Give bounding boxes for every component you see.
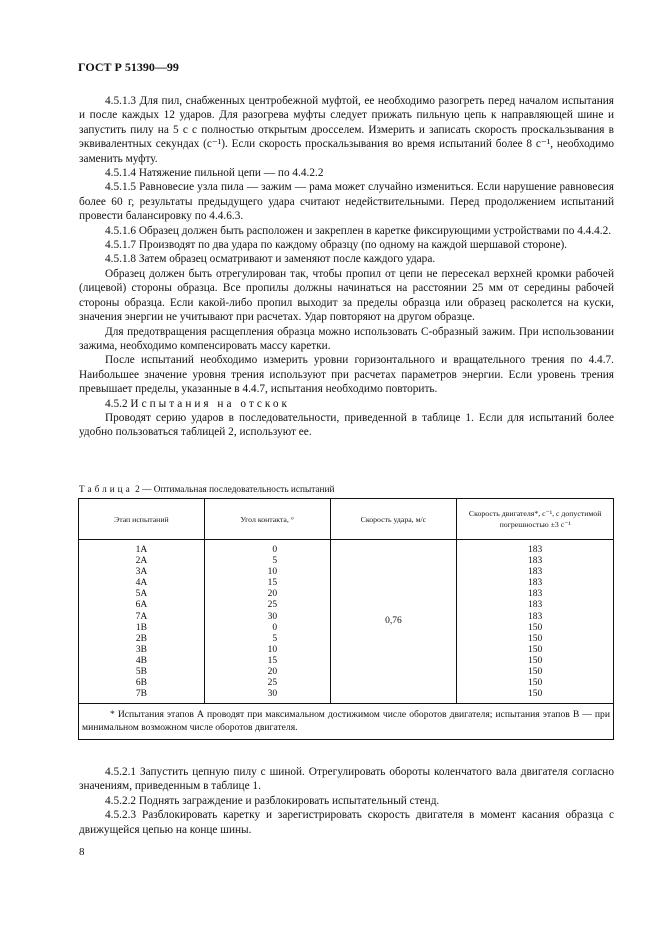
- paragraph-4-5-1-3: 4.5.1.3 Для пил, снабженных центробежной муфтой, ее необходимо разогреть перед началом испытания и после каждых 12 ударов. Для разогрева муфты следует прижать пильную цепь к направляющей шине и запустить пилу на 5 с с полностью открытым дросселем. Измерить и записать скорость проскальзывания в эквивалентных секундах (с⁻¹). Если скорость проскальзывания во время испытаний более 8 с⁻¹, необходимо заменить муфту.: [79, 95, 614, 165]
- angle-cell: 25: [267, 600, 278, 611]
- table-caption-number: 2: [135, 485, 140, 495]
- engine-speed-column: [457, 540, 614, 704]
- paragraph-c-clamp: Для предотвращения расщепления образца можно использовать С-образный зажим. При использовании зажима, необходимо компенсировать массу каретки.: [79, 325, 614, 352]
- angle-cell: 10: [267, 644, 278, 655]
- document-header: ГОСТ Р 51390—99: [78, 60, 179, 74]
- table-data-row: [79, 540, 614, 704]
- engine-speed-cell: 150: [528, 667, 543, 678]
- header-stage: Этап испытаний: [79, 499, 205, 540]
- stage-cell: 3В: [135, 644, 147, 655]
- stage-cell: 5В: [135, 667, 147, 678]
- paragraph-4-5-1-8: 4.5.1.8 Затем образец осматривают и заменяют после каждого удара.: [105, 253, 436, 266]
- table-footnote-cell: [79, 704, 614, 740]
- engine-speed-cell: 150: [528, 633, 543, 644]
- stage-cell: 5А: [135, 589, 148, 600]
- engine-speed-cell: 150: [528, 644, 543, 655]
- angle-cell: 30: [267, 689, 278, 700]
- engine-speed-cell: 150: [528, 655, 543, 666]
- body-text-bottom: [79, 765, 614, 837]
- angle-cell: 15: [267, 655, 278, 666]
- angle-cell: 30: [267, 611, 278, 622]
- header-impact-speed: Скорость удара, м/с: [330, 499, 457, 540]
- stage-cell: 7В: [135, 689, 147, 700]
- engine-speed-cell: 183: [528, 545, 543, 555]
- paragraph-4-5-2-3: 4.5.2.3 Разблокировать каретку и зарегистрировать скорость двигателя в момент касания образца с движущейся цепью на конце шины.: [79, 809, 614, 836]
- stage-column: [79, 540, 205, 704]
- stage-cell: 2В: [135, 633, 147, 644]
- stage-cell: 7А: [135, 611, 148, 622]
- engine-speed-cell: 150: [528, 622, 543, 633]
- engine-speed-cell: 150: [528, 689, 543, 700]
- angle-cell: 15: [267, 578, 278, 589]
- paragraph-4-5-1-5: 4.5.1.5 Равновесие узла пила — зажим — рама может случайно измениться. Если нарушение равновесия более 60 г, результаты предыдущего удара считают недействительными. Перед продолжением испытаний провести балансировку по 4.4.6.3.: [79, 181, 614, 223]
- paragraph-sample-adjustment: Образец должен быть отрегулирован так, чтобы пропил от цепи не пересекал верхней кромки рабочей (лицевой) стороны образца. Все пропилы должны начинаться на расстоянии 25 мм от середины рабочей стороны образца. Если какой-либо пропил выходит за пределы образца или образец расколется на куски, значения энергии не учитывают при расчетах. Удар повторяют на другом образце.: [79, 267, 614, 324]
- engine-speed-cell: 183: [528, 567, 543, 578]
- stage-cell: 6В: [135, 678, 147, 689]
- engine-speed-cell: 183: [528, 600, 543, 611]
- engine-speed-cell: 183: [528, 611, 543, 622]
- header-engine-speed: Скорость двигателя*, с⁻¹, с допустимой погрешностью ±3 с⁻¹: [457, 499, 614, 540]
- header-contact-angle: Угол контакта, °: [204, 499, 330, 540]
- impact-speed-cell: 0,76: [330, 540, 457, 704]
- paragraph-4-5-1-4: 4.5.1.4 Натяжение пильной цепи — по 4.4.2.2: [105, 167, 324, 180]
- angle-cell: 0: [272, 545, 278, 555]
- angle-cell: 20: [267, 589, 278, 600]
- section-title: Испытания на отскок: [130, 397, 290, 410]
- stage-cell: 4В: [135, 655, 147, 666]
- angle-cell: 0: [272, 622, 278, 633]
- angle-column: [204, 540, 330, 704]
- section-heading: [79, 397, 614, 411]
- stage-cell: 1А: [135, 545, 148, 555]
- stage-cell: 6А: [135, 600, 148, 611]
- stage-cell: 4А: [135, 578, 148, 589]
- body-text-top: [79, 94, 614, 440]
- table-caption-text: — Оптимальная последовательность испытаний: [139, 485, 335, 495]
- section-number: 4.5.2: [105, 397, 128, 410]
- angle-cell: 5: [272, 633, 278, 644]
- paragraph-friction-check: После испытаний необходимо измерить уровни горизонтального и вращательного трения по 4.4.7. Наибольшее значение уровня трения используют при расчетах параметров энергии. Если уровень трения превышает пределы, указанные в 4.4.7, испытания необходимо повторить.: [79, 354, 614, 396]
- angle-cell: 25: [267, 678, 278, 689]
- engine-speed-cell: 183: [528, 589, 543, 600]
- angle-cell: 10: [267, 567, 278, 578]
- table-caption-prefix: Таблица: [79, 485, 133, 495]
- table-caption: [79, 484, 334, 496]
- paragraph-4-5-2-2: 4.5.2.2 Поднять заграждение и разблокировать испытательный стенд.: [105, 794, 440, 807]
- stage-cell: 3А: [135, 567, 148, 578]
- table-footnote: * Испытания этапов А проводят при максимальном достижимом числе оборотов двигателя; испытания этапов В — при минимальном возможном числе оборотов двигателя.: [82, 709, 610, 733]
- section-intro: Проводят серию ударов в последовательности, приведенной в таблице 1. Если для испытаний более удобно пользоваться таблицей 2, используют ее.: [79, 411, 614, 439]
- table-footnote-row: [79, 704, 614, 740]
- angle-cell: 5: [272, 556, 278, 567]
- angle-cell: 20: [267, 667, 278, 678]
- engine-speed-cell: 150: [528, 678, 543, 689]
- table-header-row: [79, 499, 614, 540]
- paragraph-4-5-2-1: 4.5.2.1 Запустить цепную пилу с шиной. Отрегулировать обороты коленчатого вала двигателя согласно значениям, приведенным в таблице 1.: [79, 766, 614, 793]
- stage-cell: 2А: [135, 556, 148, 567]
- paragraph-4-5-1-6: 4.5.1.6 Образец должен быть расположен и закреплен в каретке фиксирующими устройствами по 4.4.4.2.: [105, 224, 612, 237]
- paragraph-4-5-1-7: 4.5.1.7 Производят по два удара по каждому образцу (по одному на каждой шершавой стороне).: [105, 239, 568, 252]
- engine-speed-cell: 183: [528, 578, 543, 589]
- engine-speed-cell: 183: [528, 556, 543, 567]
- stage-cell: 1В: [135, 622, 147, 633]
- test-sequence-table: [78, 498, 614, 740]
- page-number: 8: [79, 846, 85, 858]
